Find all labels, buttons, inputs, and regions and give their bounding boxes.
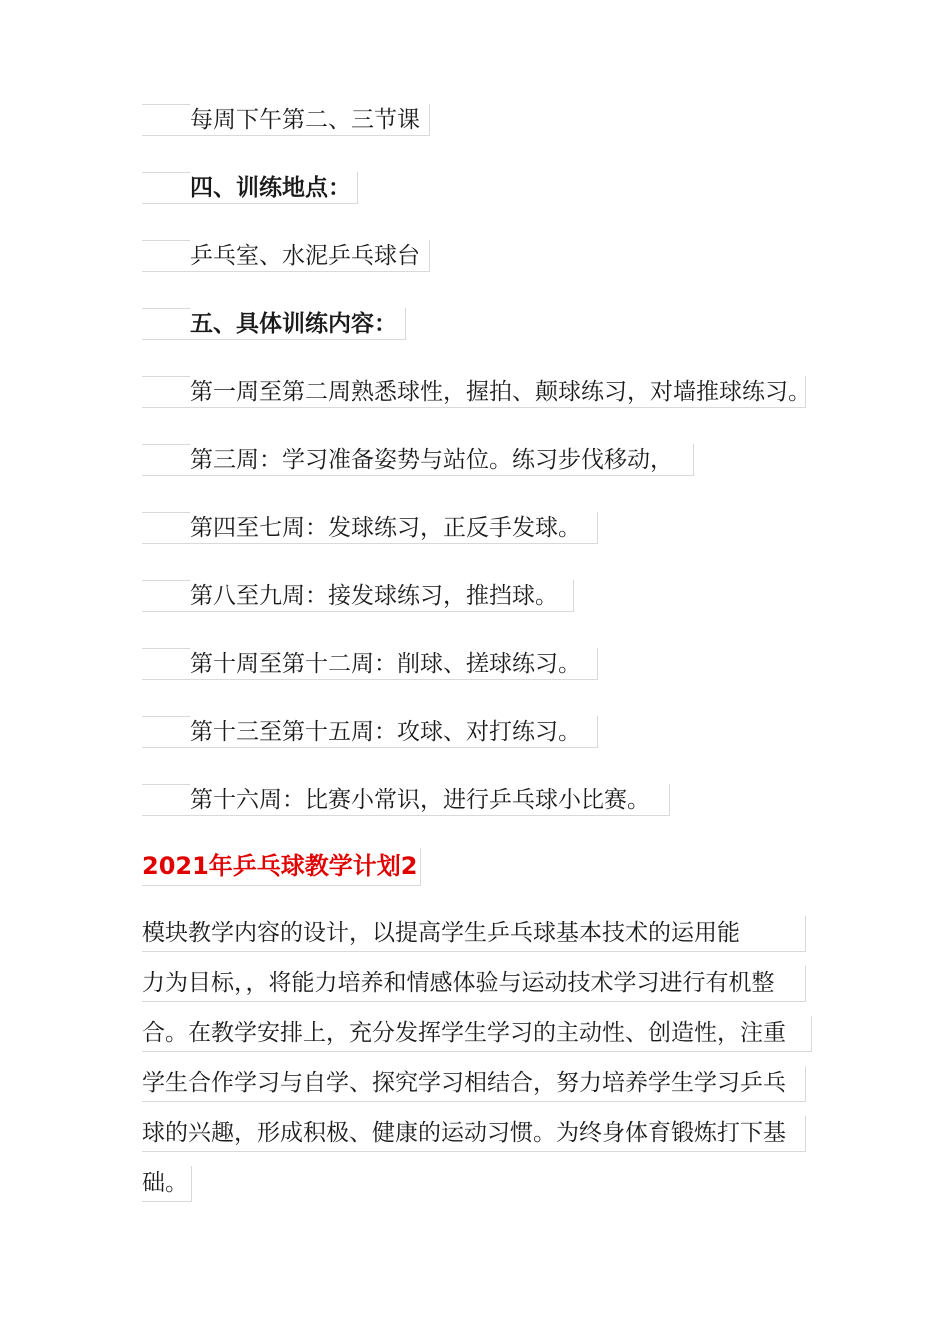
paragraph-line: 础。 [142,1166,192,1202]
week-plan-line [142,512,598,544]
schedule-line [142,104,430,136]
week-plan-line [142,444,694,476]
location-line [142,240,430,272]
paragraph-line: 合。在教学安排上，充分发挥学生学习的主动性、创造性，注重 [142,1016,812,1052]
line-text: 第十周至第十二周：削球、搓球练习。 [190,651,581,677]
line-text: 第十三至第十五周：攻球、对打练习。 [190,719,581,745]
line-text: 第四至七周：发球练习，正反手发球。 [190,515,581,541]
week-plan-line [142,580,574,612]
week-plan-line [142,716,598,748]
plan-title-heading: 2021年乒乓球教学计划2 [142,848,421,886]
line-text: 每周下午第二、三节课 [190,107,420,133]
line-text: 四、训练地点： [190,174,351,201]
paragraph-line: 模块教学内容的设计，以提高学生乒乓球基本技术的运用能 [142,916,806,952]
line-text: 乒乓室、水泥乒乓球台 [190,243,420,269]
line-text: 第一周至第二周熟悉球性，握拍、颠球练习，对墙推球练习。 [190,379,811,405]
line-text: 第八至九周：接发球练习，推挡球。 [190,583,558,609]
week-plan-line [142,376,811,408]
paragraph-line: 球的兴趣，形成积极、健康的运动习惯。为终身体育锻炼打下基 [142,1116,806,1152]
paragraph-line: 力为目标，，将能力培养和情感体验与运动技术学习进行有机整 [142,966,806,1002]
section-heading-location [142,172,358,204]
week-plan-line [142,784,670,816]
line-text: 第十六周：比赛小常识，进行乒乓球小比赛。 [190,787,650,813]
section-heading-content [142,308,406,340]
line-text: 第三周：学习准备姿势与站位。练习步伐移动， [190,447,673,473]
paragraph-line: 学生合作学习与自学、探究学习相结合，努力培养学生学习乒乓 [142,1066,806,1102]
week-plan-line [142,648,598,680]
line-text: 五、具体训练内容： [190,310,397,337]
